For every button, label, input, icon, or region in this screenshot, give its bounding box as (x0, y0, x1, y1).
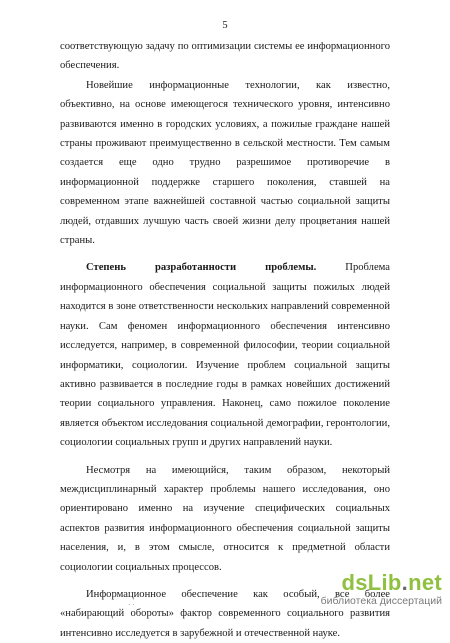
paragraph-research-degree (60, 258, 390, 452)
paragraph-continuation (60, 37, 390, 76)
watermark-logo-dot: . (401, 570, 409, 595)
paragraph-text: соответствующую задачу по оптимизации системы ее информационного обеспечения. (60, 41, 390, 72)
watermark-logo-main: dsLib (341, 570, 402, 595)
paragraph-text: Несмотря на имеющийся, таким образом, некоторый междисциплинарный характер проблемы нашего исследования, оно ориентировано именно на изучение специфических социальных аспектов развития информационного обеспечения социальной защиты населения, и, в этом смысле, относится к предметной области социологии социальных процессов. (60, 464, 390, 573)
paragraph-text: Проблема информационного обеспечения социальной защиты пожилых людей находится в зоне ответственности нескольких направлений современной науки. Сам феномен информационного обеспечения интенсивно исследуется, например, в современной философии, теории социальной информатики, социологии. Изучение проблем социальной защиты активно развивается в последние годы в рамках новейших достижений теории социального управления. Наконец, само пожилое поколение является объектом исследования социальной демографии, геронтологии, социологии социальных групп и других направлений науки. (60, 262, 390, 449)
paragraph-text: Информационное обеспечение как особый, все более «набирающий обороты» фактор современного социального развития интенсивно исследуется в зарубежной и отечественной науке. (60, 588, 390, 639)
section-heading-inline: Степень разработанности проблемы. (86, 262, 317, 274)
scan-speck: · · (128, 601, 135, 609)
watermark-caption: библиотека диссертаций (320, 595, 442, 607)
document-body (60, 37, 390, 643)
paragraph-text: Новейшие информационные технологии, как известно, объективно, на основе имеющегося технического уровня, интенсивно развиваются именно в городских условиях, а пожилые граждане нашей страны проживают преимущественно в сельской местности. Тем самым создается еще одно трудно разрешимое противоречие в информационной поддержке старшего поколения, ставшей на современном этапе важнейшей составной частью социальной защиты людей, отдавших лучшую часть своей жизни делу процветания нашей страны. (60, 79, 390, 247)
watermark-logo (321, 572, 442, 594)
paragraph-technologies (60, 76, 390, 251)
dslib-watermark (321, 572, 442, 607)
paragraph-interdisciplinary (60, 461, 390, 577)
watermark-logo-tld: net (408, 570, 442, 595)
page-number: 5 (222, 20, 228, 31)
